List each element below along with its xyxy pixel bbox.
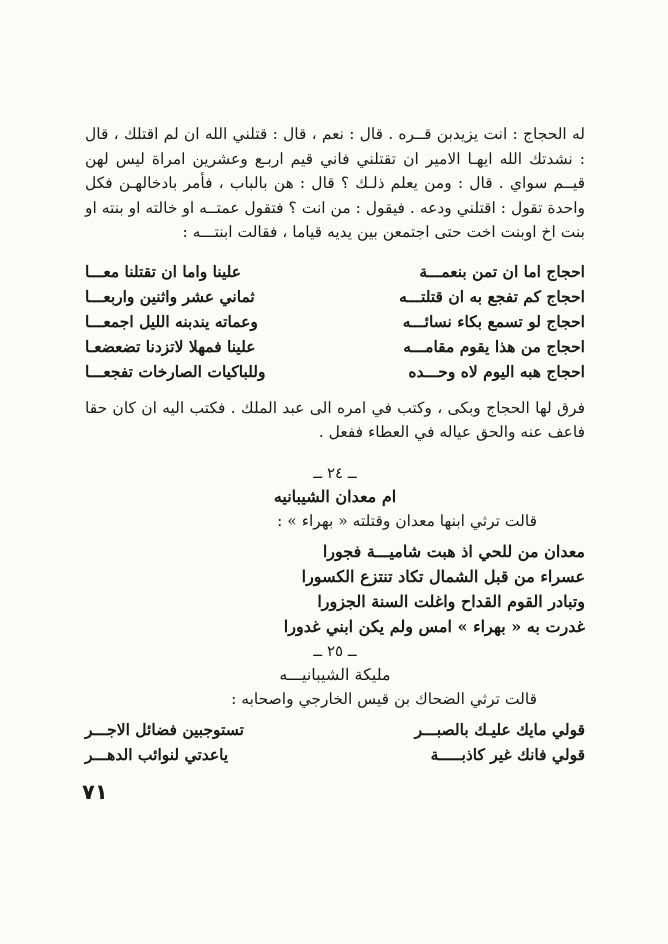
section-intro: قالت ترثي الضحاك بن قيس الخارجي واصحابه : — [231, 689, 537, 708]
verse-first-hemistich: احجاج هبه اليوم لاه وحـــده — [408, 361, 585, 381]
verse-line — [85, 717, 585, 742]
story-paragraph: له الحجاج : انت يزيدبن قــره . قال : نعم ، قال : قتلني الله ان لم اقتلك ، قال : نشدتك الله ايهـا الامير ان تقتلني فاني قيم اربـع وعشرين امراة ليس لهن قيــم سواي . قال : ومن يعلم ذلـك ؟ قال : هن بالباب ، فأمر بادخالهـن فكل واحدة تقول : اقتلني ودعه . فيقول : من انت ؟ فتقول عمتــه او خالته او بنته او بنت اخ اوبنت اخت حتى اجتمعن بين يديه قياما ، فقالت ابنتـــه : — [85, 125, 585, 241]
story-prose — [85, 122, 585, 245]
verse-line — [85, 359, 585, 384]
verse-first-hemistich: احجاج اما ان تمن بنعمـــة — [419, 261, 585, 281]
poem-line: معدان من للحي اذ هبت شاميـــة فجورا — [322, 541, 585, 561]
page-number: ٧١ — [82, 780, 108, 804]
verse-second-hemistich: ياعدتي لنوائب الدهـــر — [85, 744, 229, 764]
verse-line — [85, 309, 585, 334]
verse-line — [85, 284, 585, 309]
book-page — [85, 122, 585, 767]
poem-line: غدرت به « بهراء » امس ولم يكن ابني غدورا — [283, 616, 585, 636]
daughter-poem — [85, 259, 585, 384]
verse-line — [85, 259, 585, 284]
verse-first-hemistich: قولي فانك غير كاذبـــــة — [430, 744, 585, 764]
verse-second-hemistich: علينا واما ان تقتلنا معـــا — [85, 261, 242, 281]
verse-second-hemistich: تستوجبين فضائل الاجـــر — [85, 719, 244, 739]
dahhak-elegy — [85, 717, 585, 767]
verse-line — [85, 742, 585, 767]
maadan-elegy — [85, 539, 585, 639]
section-number: ــ ٢٥ ــ — [313, 641, 357, 660]
verse-second-hemistich: وعماته يندبنه الليل اجمعـــا — [85, 311, 258, 331]
verse-second-hemistich: وللباكيات الصارخات تفجعـــا — [85, 361, 266, 381]
closing-paragraph: فرق لها الحجاج وبكى ، وكتب في امره الى عبد الملك . فكتب اليه ان كان حقا فاعف عنه والحق عياله في العطاء ففعل . — [85, 398, 585, 441]
section-title: مليكة الشيبانيـــه — [279, 664, 391, 684]
section-intro: قالت ترثي ابنها معدان وقتلته « بهراء » : — [277, 511, 537, 530]
verse-second-hemistich: علينا فمهلا لاتزدنا تضعضعـا — [85, 336, 256, 356]
verse-first-hemistich: احجاج كم تفجع به ان قتلتـــه — [399, 286, 585, 306]
verse-first-hemistich: قولي مايك عليـك بالصبـــر — [414, 719, 585, 739]
verse-first-hemistich: احجاج لو تسمع بكاء نسائـــه — [402, 311, 585, 331]
poem-line: وتبادر القوم القداح واغلت السنة الجزورا — [317, 591, 585, 611]
verse-second-hemistich: ثماني عشر واثنين واربعـــا — [85, 286, 255, 306]
verse-first-hemistich: احجاج من هذا يقوم مقامـــه — [403, 336, 585, 356]
verse-line — [85, 334, 585, 359]
poem-line: عسراء من قبل الشمال تكاد تنتزع الكسورا — [301, 566, 585, 586]
story-closing — [85, 396, 585, 445]
section-title: ام معدان الشيبانيه — [273, 486, 397, 506]
section-number: ــ ٢٤ ــ — [313, 463, 357, 482]
